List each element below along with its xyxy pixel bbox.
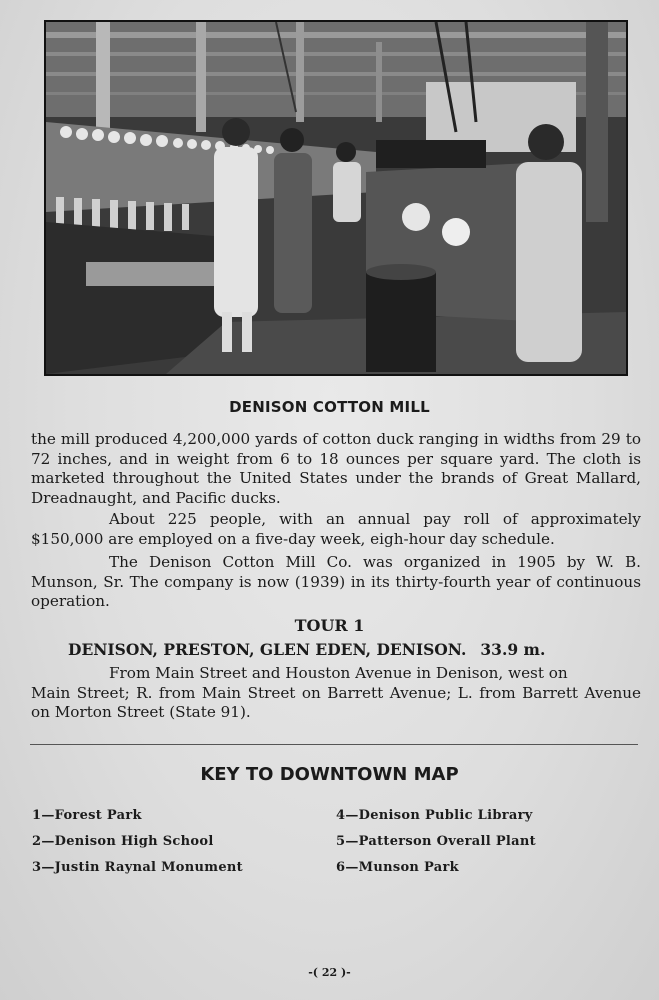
photo-caption: DENISON COTTON MILL: [229, 398, 430, 416]
section-divider: [30, 744, 638, 745]
map-key-item: 2—Denison High School: [32, 834, 214, 849]
tour-directions-rest: Main Street; R. from Main Street on Barrett Avenue; L. from Barrett Avenue on Morton Street (State 91).: [31, 683, 641, 721]
tour-directions-first: From Main Street and Houston Avenue in Denison, west on: [109, 664, 568, 682]
map-key-item: 3—Justin Raynal Monument: [32, 860, 243, 875]
map-key-item: 1—Forest Park: [32, 808, 142, 823]
mill-photograph: [44, 20, 628, 376]
tour-directions: [31, 664, 641, 723]
tour-title: TOUR 1: [294, 616, 365, 635]
tour-route: DENISON, PRESTON, GLEN EDEN, DENISON.: [68, 640, 467, 659]
map-key-title: KEY TO DOWNTOWN MAP: [200, 764, 459, 785]
map-key-item: 5—Patterson Overall Plant: [336, 834, 536, 849]
map-key-item: 6—Munson Park: [336, 860, 459, 875]
tour-distance: 33.9 m.: [480, 640, 546, 659]
paragraph-production: the mill produced 4,200,000 yards of cotton duck ranging in widths from 29 to 72 inches, and in weight from 6 to 18 ounces per square yard. The cloth is marketed throughout the United States under the brands of Great Mallard, Dreadnaught, and Pacific ducks.: [31, 430, 641, 507]
mill-interior-image: [46, 22, 626, 374]
tour-route-line: [68, 640, 545, 659]
paragraph-history: The Denison Cotton Mill Co. was organized in 1905 by W. B. Munson, Sr. The company is now (1939) in its thirty-fourth year of continuous operation.: [31, 553, 641, 610]
page-number: -( 22 )-: [308, 966, 351, 979]
paragraph-employment: About 225 people, with an annual pay roll of approximately $150,000 are employed on a five-day week, eigh-hour day schedule.: [31, 510, 641, 548]
map-key-item: 4—Denison Public Library: [336, 808, 533, 823]
